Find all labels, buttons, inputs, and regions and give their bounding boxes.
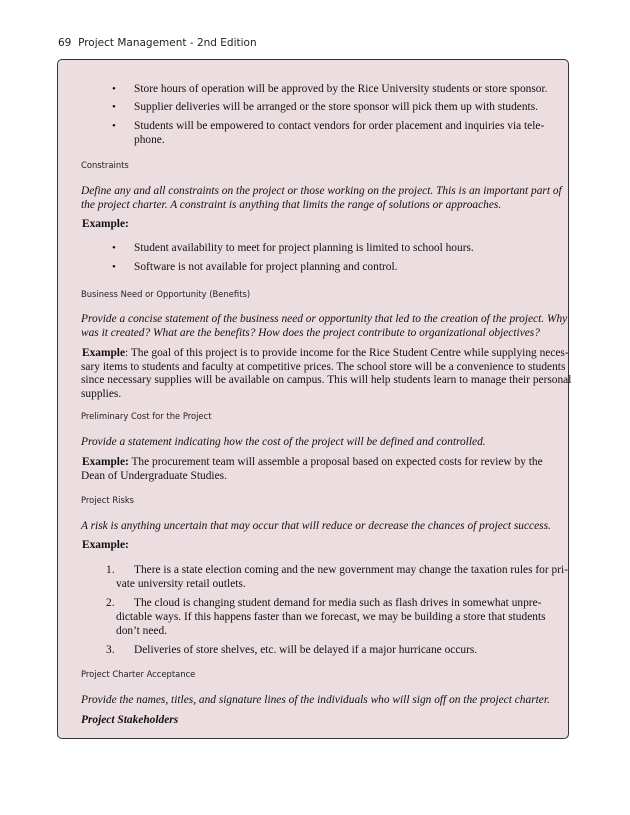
numbered-item: The cloud is changing student demand for media such as flash drives in somewhat unpre-	[134, 597, 542, 609]
list-number: 2.	[106, 597, 115, 609]
numbered-item-continuation: dictable ways. If this happens faster than we forecast, we may be building a store that students	[116, 611, 546, 623]
numbered-item-continuation: vate university retail outlets.	[116, 578, 246, 590]
section-heading-acceptance: Project Charter Acceptance	[81, 669, 196, 679]
bullet-icon: •	[112, 101, 116, 113]
numbered-item-continuation: don’t need.	[116, 625, 168, 637]
numbered-item: Deliveries of store shelves, etc. will be delayed if a major hurricane occurs.	[134, 644, 478, 656]
bullet-icon: •	[112, 242, 116, 254]
page-header	[58, 37, 257, 49]
list-item: Supplier deliveries will be arranged or the store sponsor will pick them up with students.	[134, 101, 538, 113]
bullet-icon: •	[112, 120, 116, 132]
example-text: sary items to students and faculty at competitive prices. The school store will be a convenience to students	[81, 361, 566, 373]
list-item: Students will be empowered to contact vendors for order placement and inquiries via tele-	[134, 120, 545, 132]
numbered-item: There is a state election coming and the new government may change the taxation rules for pri-	[134, 564, 568, 576]
list-item: Student availability to meet for project planning is limited to school hours.	[134, 242, 474, 254]
list-number: 1.	[106, 564, 115, 576]
example-label: Example:	[82, 456, 129, 468]
page-number: 69	[58, 37, 72, 49]
example-text: The procurement team will assemble a proposal based on expected costs for review by the	[128, 456, 543, 468]
example-text: since necessary supplies will be available on campus. This will help students learn to manage their personal	[81, 374, 572, 386]
list-number: 3.	[106, 644, 115, 656]
list-item: Software is not available for project planning and control.	[134, 261, 398, 273]
section-heading-business-need: Business Need or Opportunity (Benefits)	[81, 289, 251, 299]
example-label: Example:	[82, 539, 129, 551]
business-need-example	[82, 346, 569, 360]
example-text: Dean of Undergraduate Studies.	[81, 470, 227, 482]
bullet-icon: •	[112, 83, 116, 95]
content-box	[57, 59, 572, 739]
section-heading-constraints: Constraints	[81, 160, 129, 170]
example-text: : The goal of this project is to provide income for the Rice Student Centre while supplying neces-	[125, 347, 569, 359]
acceptance-description: Provide the names, titles, and signature lines of the individuals who will sign off on the project charter.	[81, 694, 550, 706]
list-item-continuation: phone.	[134, 134, 165, 146]
example-text: supplies.	[81, 388, 122, 400]
cost-example	[82, 455, 543, 469]
example-label: Example:	[82, 218, 129, 230]
example-label: Example	[82, 347, 126, 359]
running-title: Project Management - 2nd Edition	[78, 37, 257, 49]
business-need-description: was it created? What are the benefits? How does the project contribute to organizational objectives?	[81, 327, 540, 339]
list-item: Store hours of operation will be approved by the Rice University students or store sponsor.	[134, 83, 548, 95]
stakeholders-heading: Project Stakeholders	[81, 714, 179, 726]
risks-description: A risk is anything uncertain that may occur that will reduce or decrease the chances of project success.	[81, 520, 551, 532]
section-heading-risks: Project Risks	[81, 495, 135, 505]
cost-description: Provide a statement indicating how the cost of the project will be defined and controlled.	[81, 436, 486, 448]
business-need-description: Provide a concise statement of the business need or opportunity that led to the creation of the project. Why	[81, 313, 568, 325]
bullet-icon: •	[112, 261, 116, 273]
section-heading-cost: Preliminary Cost for the Project	[81, 411, 212, 421]
constraints-description: the project charter. A constraint is anything that limits the range of solutions or approaches.	[81, 199, 502, 211]
constraints-description: Define any and all constraints on the project or those working on the project. This is an important part of	[81, 185, 562, 197]
